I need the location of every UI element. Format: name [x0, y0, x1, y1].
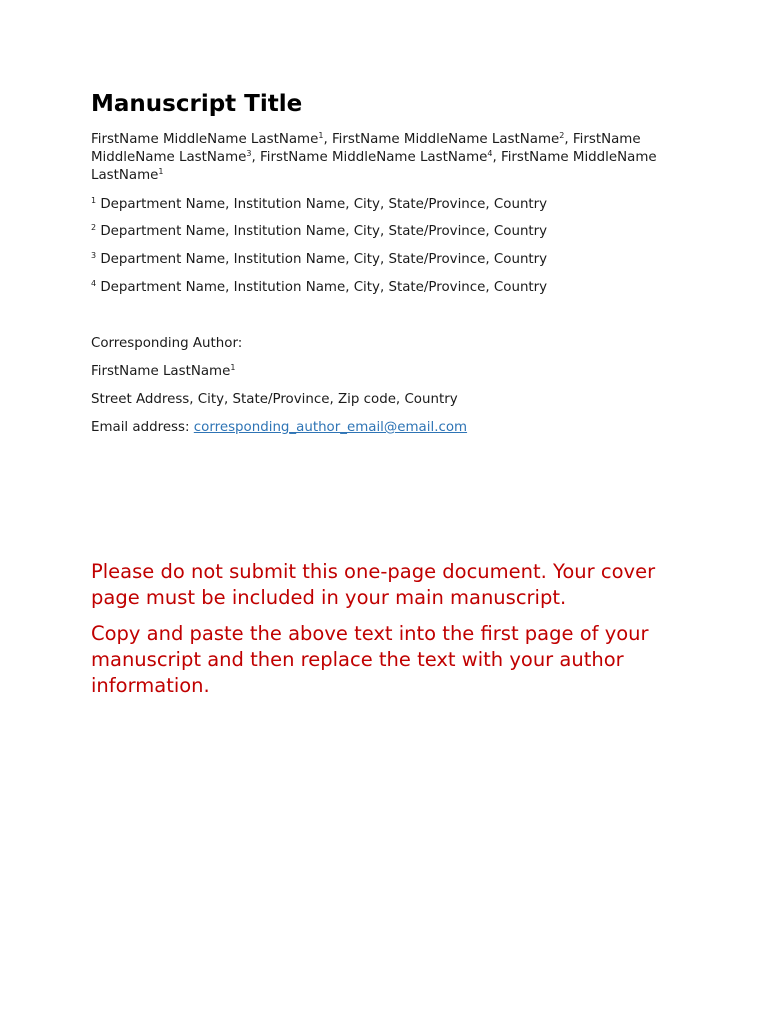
author-affiliation-number: 4: [487, 149, 493, 158]
corresponding-author-address: Street Address, City, State/Province, Zip code, Country: [91, 392, 458, 407]
affiliation-text: Department Name, Institution Name, City, State/Province, Country: [100, 252, 548, 267]
email-label: Email address:: [91, 420, 194, 435]
corresponding-author-email-line: [91, 419, 467, 437]
author-name: FirstName MiddleName LastName: [91, 150, 657, 183]
affiliation-line: [91, 223, 547, 241]
corresponding-author-heading: Corresponding Author:: [91, 336, 243, 351]
author-name: FirstName MiddleName LastName: [91, 132, 319, 147]
author-separator: ,: [564, 132, 573, 147]
corresponding-author-affiliation-number: 1: [230, 363, 236, 372]
author-separator: ,: [251, 150, 261, 165]
instruction-notice: Copy and paste the above text into the first page of your manuscript and then replace the text with your author information.: [91, 622, 649, 697]
affiliation-text: Department Name, Institution Name, City, State/Province, Country: [100, 280, 548, 295]
corresponding-author-name: FirstName LastName: [91, 364, 231, 379]
author-name: FirstName MiddleName LastName: [91, 132, 641, 165]
affiliation-line: [91, 251, 547, 269]
affiliation-number: 2: [91, 223, 97, 232]
email-link[interactable]: corresponding_author_email@email.com: [193, 420, 468, 435]
affiliation-number: 1: [91, 196, 97, 205]
author-affiliation-number: 3: [246, 149, 252, 158]
author-affiliation-number: 1: [318, 131, 324, 140]
author-separator: ,: [323, 132, 332, 147]
affiliation-text: Department Name, Institution Name, City, State/Province, Country: [100, 197, 548, 212]
affiliation-line: [91, 196, 547, 214]
author-affiliation-number: 1: [158, 167, 164, 176]
author-affiliation-number: 2: [559, 131, 565, 140]
author-list: [91, 131, 691, 185]
affiliation-number: 4: [91, 279, 97, 288]
author-separator: ,: [492, 150, 501, 165]
submission-notice: Please do not submit this one-page document. Your cover page must be included in your main manuscript.: [91, 560, 656, 609]
affiliation-line: [91, 279, 547, 297]
affiliation-text: Department Name, Institution Name, City, State/Province, Country: [100, 224, 548, 239]
author-name: FirstName MiddleName LastName: [331, 132, 560, 147]
corresponding-author-name-line: [91, 363, 235, 381]
author-name: FirstName MiddleName LastName: [260, 150, 488, 165]
manuscript-title: Manuscript Title: [91, 91, 303, 117]
affiliation-number: 3: [91, 251, 97, 260]
